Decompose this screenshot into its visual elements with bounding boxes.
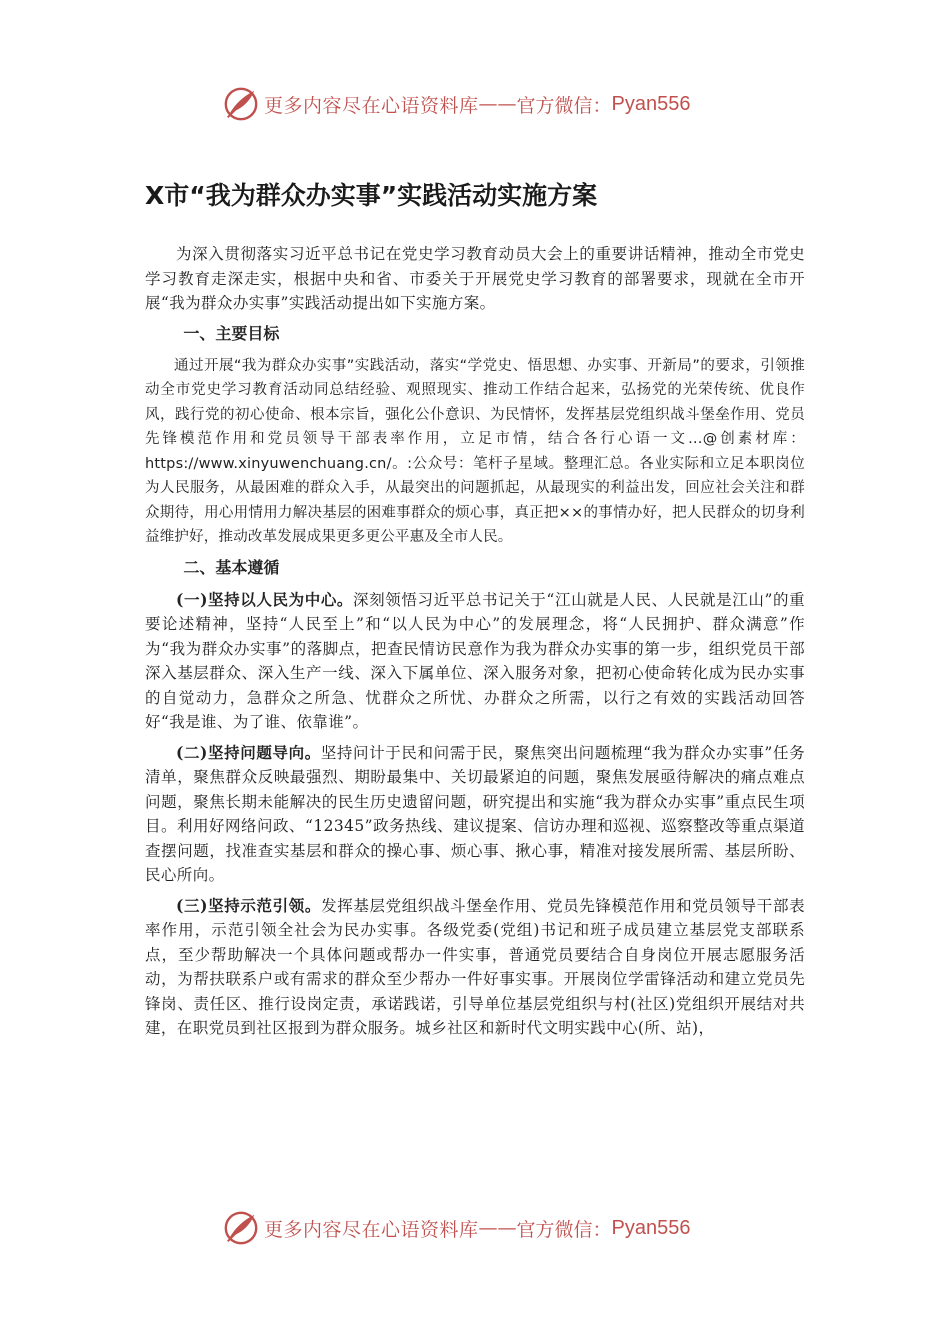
section-heading-goals: 一、主要目标 <box>183 323 280 343</box>
watermark-wechat-label: 官方微信： <box>516 94 612 117</box>
document-title: X市“我为群众办实事”实践活动实施方案 <box>145 181 598 210</box>
watermark-wechat-id: Pyan556 <box>611 92 691 115</box>
principle-paragraph <box>145 588 805 735</box>
intro-paragraph: 为深入贯彻落实习近平总书记在党史学习教育动员大会上的重要讲话精神，推动全市党史学习教育走深走实，根据中央和省、市委关于开展党史学习教育的部署要求，现就在全市开展“我为群众办实事”实践活动提出如下实施方案。 <box>145 245 805 312</box>
watermark-wechat-label: 官方微信： <box>516 1218 612 1241</box>
principle-paragraph <box>145 894 805 1041</box>
document-body <box>145 176 805 1047</box>
principle-text: 发挥基层党组织战斗堡垒作用、党员先锋模范作用和党员领导干部表率作用，示范引领全社会为民办实事。各级党委(党组)书记和班子成员建立基层党支部联系点，至少帮助解决一个具体问题或帮办一件实事，普通党员要结合自身岗位开展志愿服务活动，为帮扶联系户或有需求的群众至少帮办一件好事实事。开展岗位学雷锋活动和建立党员先锋岗、责任区、推行设岗定责，承诺践诺，引导单位基层党组织与村(社区)党组织开展结对共建，在职党员到社区报到为群众服务。城乡社区和新时代文明实践中心(所、站)， <box>145 896 805 1037</box>
principle-lead: (二)坚持问题导向。 <box>176 742 321 762</box>
watermark-dash: —— <box>478 1217 517 1239</box>
watermark-banner-bottom <box>222 1208 742 1248</box>
principle-text: 坚持问计于民和问需于民，聚焦突出问题梳理“我为群众办实事”任务清单，聚焦群众反映最强烈、期盼最集中、关切最紧迫的问题，聚焦发展亟待解决的痛点难点问题，聚焦长期未能解决的民生历史遗留问题，研究提出和实施“我为群众办实事”重点民生项目。利用好网络问政、“12345”政务热线、建议提案、信访办理和巡视、巡察整改等重点渠道查摆问题，找准查实基层和群众的操心事、烦心事、揪心事，精准对接发展所需、基层所盼、民心所向。 <box>145 743 805 884</box>
goals-paragraph: 通过开展“我为群众办实事”实践活动，落实“学党史、悟思想、办实事、开新局”的要求，引领推动全市党史学习教育活动同总结经验、观照现实、推动工作结合起来，弘扬党的光荣传统、优良作风，践行党的初心使命、根本宗旨，强化公仆意识、为民情怀，发挥基层党组织战斗堡垒作用、党员先锋模范作用和党员领导干部表率作用，立足市情，结合各行心语一文…@创素材库：https://www.xinyuwenchuang.cn/。:公众号：笔杆子星域。整理汇总。各业实际和立足本职岗位为人民服务，从最困难的群众入手，从最突出的问题抓起，从最现实的利益出发，回应社会关注和群众期待，用心用情用力解决基层的困难事群众的烦心事，真正把××的事情办好，把人民群众的切身利益维护好，推动改革发展成果更多更公平惠及全市人民。 <box>145 357 805 545</box>
principle-lead: (一)坚持以人民为中心。 <box>176 589 354 609</box>
watermark-slogan: 更多内容尽在心语资料库 <box>264 94 479 117</box>
watermark-wechat-id: Pyan556 <box>611 1216 691 1239</box>
watermark-dash: —— <box>478 93 517 115</box>
principle-lead: (三)坚持示范引领。 <box>176 895 322 915</box>
watermark-banner-top <box>222 84 742 124</box>
section-heading-principles: 二、基本遵循 <box>183 557 280 577</box>
quill-logo-icon <box>222 1209 260 1247</box>
quill-logo-icon <box>222 85 260 123</box>
principle-text: 深刻领悟习近平总书记关于“江山就是人民、人民就是江山”的重要论述精神，坚持“人民至上”和“以人民为中心”的发展理念，将“人民拥护、群众满意”作为“我为群众办实事”的落脚点，把查民情访民意作为我为群众办实事的第一步，组织党员干部深入基层群众、深入生产一线、深入下属单位、深入服务对象，把初心使命转化成为民办实事的自觉动力，急群众之所急、忧群众之所忧、办群众之所需，以行之有效的实践活动回答好“我是谁、为了谁、依靠谁”。 <box>145 590 806 731</box>
principle-paragraph <box>145 741 805 888</box>
watermark-slogan: 更多内容尽在心语资料库 <box>264 1218 479 1241</box>
